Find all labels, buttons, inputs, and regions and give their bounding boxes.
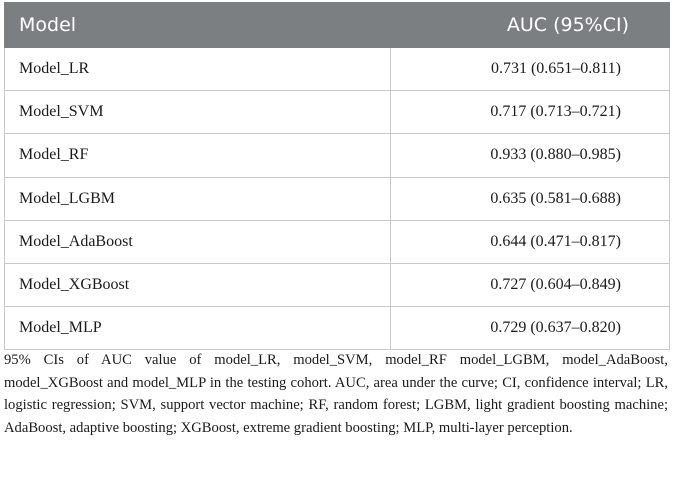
table-row — [5, 307, 670, 350]
cell-model: Model_LGBM — [5, 177, 391, 220]
header-auc: AUC (95%CI) — [391, 3, 670, 48]
cell-auc: 0.635 (0.581–0.688) — [391, 177, 670, 220]
cell-model: Model_AdaBoost — [5, 220, 391, 263]
cell-auc: 0.729 (0.637–0.820) — [391, 307, 670, 350]
table-row — [5, 263, 670, 306]
auc-table — [4, 2, 670, 350]
cell-auc: 0.731 (0.651–0.811) — [391, 48, 670, 91]
cell-model: Model_RF — [5, 134, 391, 177]
cell-model: Model_SVM — [5, 91, 391, 134]
table-row — [5, 48, 670, 91]
table-header-row — [5, 3, 670, 48]
cell-model: Model_XGBoost — [5, 263, 391, 306]
cell-auc: 0.933 (0.880–0.985) — [391, 134, 670, 177]
table-row — [5, 177, 670, 220]
auc-table-container — [4, 2, 669, 350]
cell-auc: 0.717 (0.713–0.721) — [391, 91, 670, 134]
table-row — [5, 91, 670, 134]
header-model: Model — [5, 3, 391, 48]
cell-auc: 0.644 (0.471–0.817) — [391, 220, 670, 263]
table-footnote: 95% CIs of AUC value of model_LR, model_SVM, model_RF model_LGBM, model_AdaBoost, model_XGBoost and model_MLP in the testing cohort. AUC, area under the curve; CI, confidence interval; LR, logistic regression; SVM, support vector machine; RF, random forest; LGBM, light gradient boosting machine; AdaBoost, adaptive boosting; XGBoost, extreme gradient boosting; MLP, multi-layer perception. — [4, 352, 668, 436]
cell-model: Model_MLP — [5, 307, 391, 350]
cell-auc: 0.727 (0.604–0.849) — [391, 263, 670, 306]
table-row — [5, 134, 670, 177]
cell-model: Model_LR — [5, 48, 391, 91]
table-row — [5, 220, 670, 263]
